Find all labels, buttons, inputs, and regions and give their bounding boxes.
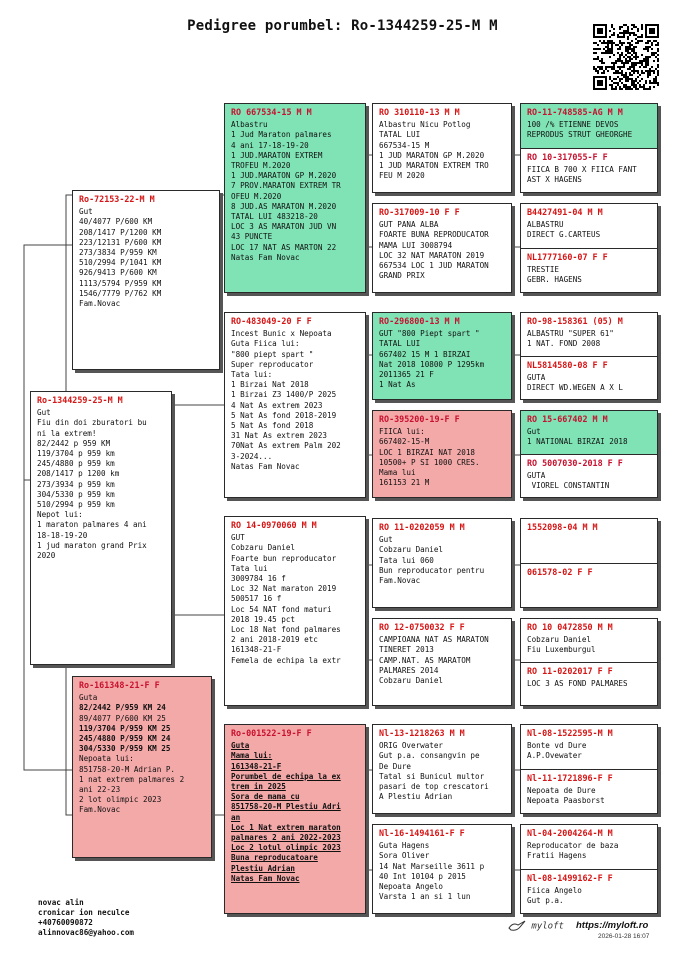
card-line: Cobzaru Daniel: [527, 635, 592, 645]
myloft-logo: [508, 920, 564, 932]
card-line: MAMA LUI 3008794: [379, 240, 453, 250]
card-line: Gut: [379, 535, 393, 545]
card-line: ALBASTRU "SUPER 61": [527, 329, 614, 339]
card-line: Guta: [231, 741, 250, 751]
pedigree-card-gen5-2[interactable]: [520, 203, 658, 293]
card-line: 5 Nat As fond 2018: [231, 421, 314, 431]
pedigree-sub-card-dam: [521, 769, 657, 813]
card-line: LOC 17 NAT AS MARTON 22: [231, 242, 337, 252]
pedigree-card-gen5-3[interactable]: [520, 312, 658, 400]
card-line: Guta: [79, 693, 98, 703]
card-line: 510/2994 p 959 km: [37, 500, 115, 510]
card-line: 3-2024...: [231, 451, 273, 461]
card-line: 245/4880 p 959 km: [37, 459, 115, 469]
pedigree-card-dam[interactable]: [72, 676, 212, 858]
card-line: Nat 2018 10800 P 1295km: [379, 359, 485, 369]
card-line: Gut p.a. consangvin pe: [379, 751, 480, 761]
card-line: 2018 19.45 pct: [231, 614, 296, 624]
card-line: Guta Fiica lui:: [231, 339, 300, 349]
ring-number: RO-395200-19-F F: [379, 414, 460, 424]
card-line: De Dure: [379, 761, 412, 771]
card-line: 1 Nat As: [379, 380, 416, 390]
card-line: DIRECT WD.WEGEN A X L: [527, 383, 624, 393]
card-line: 667402 15 M 1 BIRZAI: [379, 349, 471, 359]
card-line: Sora de mama cu: [231, 792, 300, 802]
card-line: 223/12131 P/600 KM: [79, 237, 162, 247]
card-line: Bonte vd Dure: [527, 741, 587, 751]
card-line: 5 Nat As fond 2018-2019: [231, 410, 337, 420]
ring-number: RO 310110-13 M M: [379, 107, 460, 117]
card-line: 43 PUNCTE: [231, 232, 273, 242]
ring-number: RO 11-0202017 F F: [527, 666, 613, 676]
card-line: GUT PANA ALBA: [379, 220, 439, 230]
ring-number: RO-317009-10 F F: [379, 207, 460, 217]
brand-name: myloft: [531, 921, 564, 932]
card-line: Fiu Luxemburgul: [527, 645, 596, 655]
pedigree-sub-card-sire: [521, 519, 657, 563]
card-line: Fam.Novac: [79, 805, 121, 815]
pedigree-card-sire-sire[interactable]: [224, 103, 366, 293]
card-line: Nepoata Paasborst: [527, 796, 605, 806]
card-line: 119/3704 p 959 km: [37, 449, 115, 459]
card-line: Fam.Novac: [79, 299, 121, 309]
card-line: Fiica Angelo: [527, 886, 582, 896]
card-line: Tata lui:: [231, 370, 273, 380]
pedigree-sub-card-sire: [521, 725, 657, 769]
card-line: TATAL LUI: [379, 339, 421, 349]
site-link[interactable]: https://myloft.ro: [576, 920, 649, 931]
card-line: Sora Oliver: [379, 851, 430, 861]
print-timestamp: 2026-01-28 16:07: [598, 933, 650, 940]
card-line: palmares 2 ani 2022-2023: [231, 833, 341, 843]
card-line: 40/4077 P/600 KM: [79, 217, 153, 227]
card-line: Incest Bunic x Nepoata: [231, 329, 332, 339]
card-line: LOC 3 AS MARATON JUD VN: [231, 222, 337, 232]
pedigree-sub-card-dam: [521, 662, 657, 705]
pedigree-card-gen4-1[interactable]: [372, 103, 512, 193]
card-line: GUT "800 Piept spart ": [379, 329, 480, 339]
card-line: 70Nat As extrem Palm 202: [231, 441, 341, 451]
pedigree-sub-card-dam: [521, 869, 657, 913]
card-line: Gut: [79, 207, 93, 217]
card-line: Reproducator de baza: [527, 841, 619, 851]
card-line: 1 JUD.MARATON GP M.2020: [231, 171, 337, 181]
card-line: ni la extrem!: [37, 428, 97, 438]
card-line: FIICA B 700 X FIICA FANT: [527, 165, 637, 175]
card-line: 304/5330 p 959 km: [37, 489, 115, 499]
card-line: Plestiu Adrian: [231, 863, 296, 873]
card-line: 4 Nat As extrem 2023: [231, 400, 323, 410]
card-line: 10500+ P SI 1000 CRES.: [379, 457, 480, 467]
card-line: 2 lot olimpic 2023: [79, 795, 162, 805]
card-line: 1 jud maraton grand Prix: [37, 540, 147, 550]
card-line: 8 JUD.AS MARATON M.2020: [231, 201, 337, 211]
pedigree-card-subject[interactable]: [30, 391, 172, 665]
card-line: Tata lui 060: [379, 555, 434, 565]
card-line: 273/3934 p 959 km: [37, 479, 115, 489]
card-line: CAMPIOANA NAT AS MARATON: [379, 635, 489, 645]
pedigree-card-gen5-7[interactable]: [520, 724, 658, 814]
card-line: an: [231, 812, 241, 822]
card-line: 2011365 21 F: [379, 370, 434, 380]
card-line: Porumbel de echipa la ex: [231, 771, 341, 781]
card-line: 500517 16 f: [231, 594, 282, 604]
ring-number: Nl-08-1522595-M M: [527, 728, 613, 738]
card-line: 851758-20-M Adrian P.: [79, 764, 176, 774]
card-line: Loc 2 lotul olimpic 2023: [231, 843, 341, 853]
pedigree-sub-card-sire: [521, 619, 657, 662]
card-line: 14 Nat Marseille 3611 p: [379, 861, 485, 871]
card-line: Albastru: [231, 120, 268, 130]
card-line: 7 PROV.MARATON EXTREM TR: [231, 181, 341, 191]
card-line: 1 Jud Maraton palmares: [231, 130, 332, 140]
card-line: Natas Fam Novac: [231, 461, 300, 471]
card-line: 304/5330 P/959 KM 25: [79, 744, 171, 754]
owner-address: cronicar ion neculce: [38, 908, 130, 917]
card-line: FIICA lui:: [379, 427, 425, 437]
pedigree-card-gen4-2[interactable]: [372, 203, 512, 293]
pedigree-sub-card-sire: [521, 204, 657, 248]
card-line: Bun reproducator pentru: [379, 565, 485, 575]
card-line: AST X HAGENS: [527, 175, 582, 185]
card-line: LOC 1 BIRZAI NAT 2018: [379, 447, 476, 457]
card-line: 667402-15-M: [379, 437, 430, 447]
ring-number: RO-296800-13 M M: [379, 316, 460, 326]
card-line: GUT: [231, 533, 245, 543]
card-line: GEBR. HAGENS: [527, 275, 582, 285]
ring-number: RO 10 0472850 M M: [527, 622, 613, 632]
pedigree-card-gen5-4[interactable]: [520, 410, 658, 498]
owner-phone: +40760090872: [38, 918, 93, 927]
ring-number: Nl-13-1218263 M M: [379, 728, 465, 738]
pedigree-card-sire[interactable]: [72, 190, 220, 370]
card-line: 2 ani 2018-2019 etc: [231, 635, 318, 645]
card-line: 40 Int 10104 p 2015: [379, 871, 466, 881]
card-line: Tata lui: [231, 563, 268, 573]
card-line: Loc 32 Nat maraton 2019: [231, 584, 337, 594]
ring-number: Ro-001522-19-F F: [231, 728, 312, 738]
pedigree-card-gen5-1[interactable]: [520, 103, 658, 193]
card-line: Fiu din doi zburatori bu: [37, 418, 147, 428]
card-line: GUTA: [527, 373, 546, 383]
ring-number: B4427491-04 M M: [527, 207, 603, 217]
card-line: Natas Fam Novac: [231, 252, 300, 262]
card-line: A Plestiu Adrian: [379, 792, 453, 802]
ring-number: Ro-161348-21-F F: [79, 680, 160, 690]
card-line: TROFEU M.2020: [231, 161, 291, 171]
card-line: CAMP.NAT. AS MARATOM: [379, 655, 471, 665]
qr-code-icon: [593, 24, 659, 90]
card-line: Buna reproducatoare: [231, 853, 318, 863]
card-line: Gut: [527, 427, 541, 437]
pedigree-card-gen5-6[interactable]: [520, 618, 658, 706]
ring-number: Nl-04-2004264-M M: [527, 828, 613, 838]
card-line: 100 /% ETIENNE DEVOS: [527, 120, 619, 130]
card-line: Natas Fam Novac: [231, 873, 300, 883]
card-line: 31 Nat As extrem 2023: [231, 431, 328, 441]
card-line: Cobzaru Daniel: [231, 543, 296, 553]
pedigree-card-sire-dam[interactable]: [224, 312, 366, 498]
owner-email[interactable]: alinnovac86@yahoo.com: [38, 928, 135, 937]
card-line: 1546/7779 P/762 KM: [79, 288, 162, 298]
card-line: 18-18-19-20: [37, 530, 88, 540]
ring-number: 1552098-04 M M: [527, 522, 598, 532]
owner-name: novac alin: [38, 898, 84, 907]
card-line: pasari de top crescatori: [379, 782, 489, 792]
card-line: 208/1417 P/1200 KM: [79, 227, 162, 237]
ring-number: Ro-1344259-25-M M: [37, 395, 123, 405]
card-line: 1 NATIONAL BIRZAI 2018: [527, 437, 628, 447]
card-line: TRESTIE: [527, 265, 560, 275]
card-line: Loc 1 Nat extrem maraton: [231, 822, 341, 832]
card-line: GRAND PRIX: [379, 271, 425, 281]
card-line: 119/3704 P/959 KM 25: [79, 723, 171, 733]
ring-number: Nl-11-1721896-F F: [527, 773, 613, 783]
owner-info: [38, 898, 134, 938]
card-line: 4 ani 17-18-19-20: [231, 140, 309, 150]
card-line: ALBASTRU: [527, 220, 564, 230]
card-line: Loc 54 NAT fond maturi: [231, 604, 332, 614]
card-line: 667534-15 M: [379, 140, 430, 150]
ring-number: RO 11-0202059 M M: [379, 522, 465, 532]
card-line: Mama lui:: [231, 751, 273, 761]
card-line: GUTA: [527, 471, 546, 481]
ring-number: RO 667534-15 M M: [231, 107, 312, 117]
ring-number: RO 10-317055-F F: [527, 152, 608, 162]
pedigree-sub-card-sire: [521, 825, 657, 869]
card-line: 1113/5794 P/959 KM: [79, 278, 162, 288]
card-line: 89/4077 P/600 KM 25: [79, 713, 166, 723]
card-line: 667534 LOC 1 JUD MARATON: [379, 261, 489, 271]
ring-number: RO 15-667402 M M: [527, 414, 608, 424]
card-line: ORIG Overwater: [379, 741, 444, 751]
card-line: Albastru Nicu Potlog: [379, 120, 471, 130]
card-line: Loc 18 Nat fond palmares: [231, 625, 341, 635]
card-line: Cobzaru Daniel: [379, 676, 444, 686]
pedigree-sub-card-dam: [521, 248, 657, 292]
card-line: 1 Birzai Nat 2018: [231, 380, 309, 390]
card-line: 161348-21-F: [231, 761, 282, 771]
card-line: "800 piept spart ": [231, 349, 314, 359]
card-line: Femela de echipa la extr: [231, 655, 341, 665]
ring-number: Nl-08-1499162-F F: [527, 873, 613, 883]
card-line: VIOREL CONSTANTIN: [527, 481, 610, 491]
pedigree-sub-card-sire: [521, 313, 657, 356]
pedigree-card-gen4-5[interactable]: [372, 518, 512, 608]
card-line: 1 nat extrem palmares 2: [79, 774, 185, 784]
card-line: TINERET 2013: [379, 645, 434, 655]
card-line: OFEU M.2020: [231, 191, 282, 201]
card-line: 245/4880 P/959 KM 24: [79, 734, 171, 744]
pigeon-icon: [508, 920, 526, 932]
ring-number: RO-483049-20 F F: [231, 316, 312, 326]
card-line: 1 JUD MARATON GP M.2020: [379, 150, 485, 160]
card-line: 82/2442 p 959 KM: [37, 438, 111, 448]
card-line: Varsta 1 an si 1 lun: [379, 892, 471, 902]
card-line: A.P.Ovewater: [527, 751, 582, 761]
card-line: 208/1417 p 1200 km: [37, 469, 120, 479]
card-line: FEU M 2020: [379, 171, 425, 181]
card-line: 1 NAT. FOND 2008: [527, 339, 601, 349]
pedigree-sub-card-sire: [521, 411, 657, 454]
pedigree-sub-card-dam: [521, 356, 657, 399]
ring-number: RO 12-0750032 F F: [379, 622, 465, 632]
ring-number: Nl-16-1494161-F F: [379, 828, 465, 838]
pedigree-card-dam-dam[interactable]: [224, 724, 366, 914]
card-line: Tatal si Bunicul multor: [379, 771, 485, 781]
card-line: 510/2994 P/1041 KM: [79, 258, 162, 268]
card-line: 1 Birzai Z3 1400/P 2025: [231, 390, 337, 400]
ring-number: Ro-72153-22-M M: [79, 194, 155, 204]
pedigree-sub-card-dam: [521, 454, 657, 497]
card-line: LOC 3 AS FOND PALMARES: [527, 679, 628, 689]
card-line: Cobzaru Daniel: [379, 545, 444, 555]
card-line: LOC 32 NAT MARATON 2019: [379, 250, 485, 260]
card-line: Foarte bun reproducator: [231, 553, 337, 563]
card-line: trem in 2025: [231, 782, 286, 792]
pedigree-card-dam-sire[interactable]: [224, 516, 366, 706]
card-line: Nepot lui:: [37, 510, 83, 520]
pedigree-sub-card-dam: [521, 563, 657, 607]
card-line: Nepoata de Dure: [527, 786, 596, 796]
pedigree-card-gen4-7[interactable]: [372, 724, 512, 814]
pedigree-card-gen4-3[interactable]: [372, 312, 512, 400]
card-line: Gut p.a.: [527, 896, 564, 906]
ring-number: RO 5007030-2018 F F: [527, 458, 623, 468]
card-line: Nepoata Angelo: [379, 882, 444, 892]
pedigree-sub-card-dam: [521, 148, 657, 192]
card-line: REPRODUS STRUT GHEORGHE: [527, 130, 633, 140]
card-line: Gut: [37, 408, 51, 418]
card-line: ani 22-23: [79, 785, 121, 795]
card-line: Fam.Novac: [379, 576, 421, 586]
pedigree-card-gen5-5[interactable]: [520, 518, 658, 608]
card-line: 161348-21-F: [231, 645, 282, 655]
card-line: 82/2442 P/959 KM 24: [79, 703, 166, 713]
card-line: 851758-20-M Plestiu Adri: [231, 802, 341, 812]
card-line: 1 JUD.MARATON EXTREM: [231, 150, 323, 160]
ring-number: NL5814580-08 F F: [527, 360, 608, 370]
ring-number: RO-11-748585-AG M M: [527, 107, 623, 117]
pedigree-sub-card-sire: [521, 104, 657, 148]
card-line: 1 JUD MARATON EXTREM TRO: [379, 161, 489, 171]
card-line: FOARTE BUNA REPRODUCATOR: [379, 230, 489, 240]
ring-number: RO-98-158361 (05) M: [527, 316, 623, 326]
card-line: PALMARES 2014: [379, 665, 439, 675]
card-line: Guta Hagens: [379, 841, 430, 851]
ring-number: RO 14-0970060 M M: [231, 520, 317, 530]
card-line: 926/9413 P/600 KM: [79, 268, 157, 278]
pedigree-card-gen4-8[interactable]: [372, 824, 512, 914]
card-line: 161153 21 M: [379, 478, 430, 488]
card-line: Nepoata lui:: [79, 754, 134, 764]
page-title: Pedigree porumbel: Ro-1344259-25-M M: [187, 18, 498, 34]
pedigree-card-gen5-8[interactable]: [520, 824, 658, 914]
pedigree-card-gen4-4[interactable]: [372, 410, 512, 498]
ring-number: NL1777160-07 F F: [527, 252, 608, 262]
card-line: Fratii Hagens: [527, 851, 587, 861]
card-line: TATAL LUI 483218-20: [231, 212, 318, 222]
pedigree-card-gen4-6[interactable]: [372, 618, 512, 706]
card-line: 2020: [37, 551, 56, 561]
card-line: Mama lui: [379, 468, 416, 478]
card-line: Super reproducator: [231, 359, 314, 369]
card-line: 273/3834 P/959 KM: [79, 248, 157, 258]
ring-number: 061578-02 F F: [527, 567, 593, 577]
card-line: 3009784 16 f: [231, 574, 286, 584]
card-line: DIRECT G.CARTEUS: [527, 230, 601, 240]
card-line: 1 maraton palmares 4 ani: [37, 520, 147, 530]
card-line: TATAL LUI: [379, 130, 421, 140]
